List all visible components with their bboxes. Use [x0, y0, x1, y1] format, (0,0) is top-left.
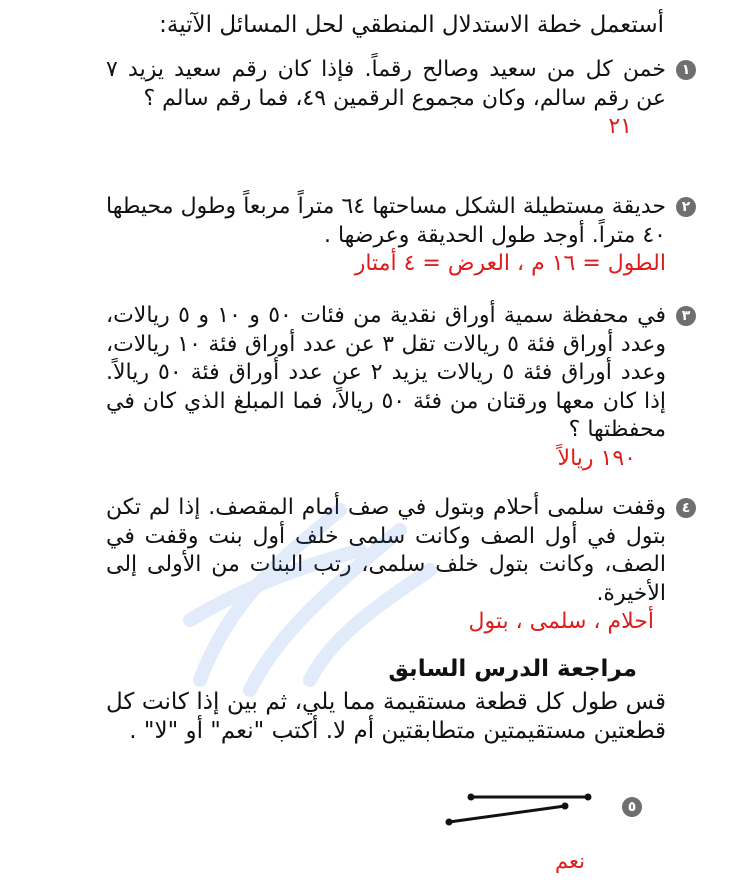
endpoint-dot	[468, 794, 475, 801]
question-text: حديقة مستطيلة الشكل مساحتها ٦٤ متراً مربعاً وطول محيطها ٤٠ متراً. أوجد طول الحديقة وعرضها .	[106, 194, 666, 248]
question-number-badge: ٣	[676, 306, 696, 326]
question-2	[106, 193, 691, 279]
endpoint-dot	[446, 819, 453, 826]
question-number-badge: ٤	[676, 498, 696, 518]
question-text: في محفظة سمية أوراق نقدية من فئات ٥٠ و ١٠ و ٥ ريالات، وعدد أوراق فئة ٥ ريالات تقل ٣ عن عدد أوراق فئة ١٠ ريالات، وعدد أوراق فئة ٥ ريالات يزيد ٢ عن عدد أوراق فئة ٥٠ ريالاً. إذا كان معها ورقتان من فئة ٥٠ ريالاً، فما المبلغ الذي كان في محفظتها ؟	[106, 303, 666, 442]
line-segments-figure	[440, 786, 600, 830]
answer-text: ٢١	[608, 114, 632, 139]
question-text: خمن كل من سعيد وصالح رقماً. فإذا كان رقم سعيد يزيد ٧ عن رقم سالم، وكان مجموع الرقمين ٤٩، فما رقم سالم ؟	[106, 57, 666, 111]
endpoint-dot	[562, 803, 569, 810]
question-text: وقفت سلمى أحلام وبتول في صف أمام المقصف. إذا لم تكن بتول في أول الصف وكانت سلمى خلف أول بنت وقفت في الصف، وكانت بتول خلف سلمى، رتب البنات من الأولى إلى الأخيرة.	[106, 495, 666, 606]
question-number-badge: ٢	[676, 197, 696, 217]
instructions-heading: أستعمل خطة الاستدلال المنطقي لحل المسائل الآتية:	[159, 12, 664, 38]
question-1	[106, 56, 691, 142]
answer-text: نعم	[555, 849, 585, 873]
answer-text: أحلام ، سلمى ، بتول	[468, 609, 654, 634]
question-4	[106, 494, 691, 637]
question-3	[106, 302, 691, 473]
answer-text: الطول = ١٦ م ، العرض = ٤ أمتار	[354, 251, 666, 276]
review-section-title: مراجعة الدرس السابق	[388, 656, 637, 682]
segment-bottom	[449, 806, 565, 822]
question-number-badge: ١	[676, 60, 696, 80]
review-instructions: قس طول كل قطعة مستقيمة مما يلي، ثم بين إذا كانت كل قطعتين مستقيمتين متطابقتين أم لا. أكتب "نعم" أو "لا" .	[106, 689, 666, 744]
endpoint-dot	[585, 794, 592, 801]
question-number-badge: ٥	[622, 797, 642, 817]
answer-text: ١٩٠ ريالاً	[557, 445, 636, 471]
